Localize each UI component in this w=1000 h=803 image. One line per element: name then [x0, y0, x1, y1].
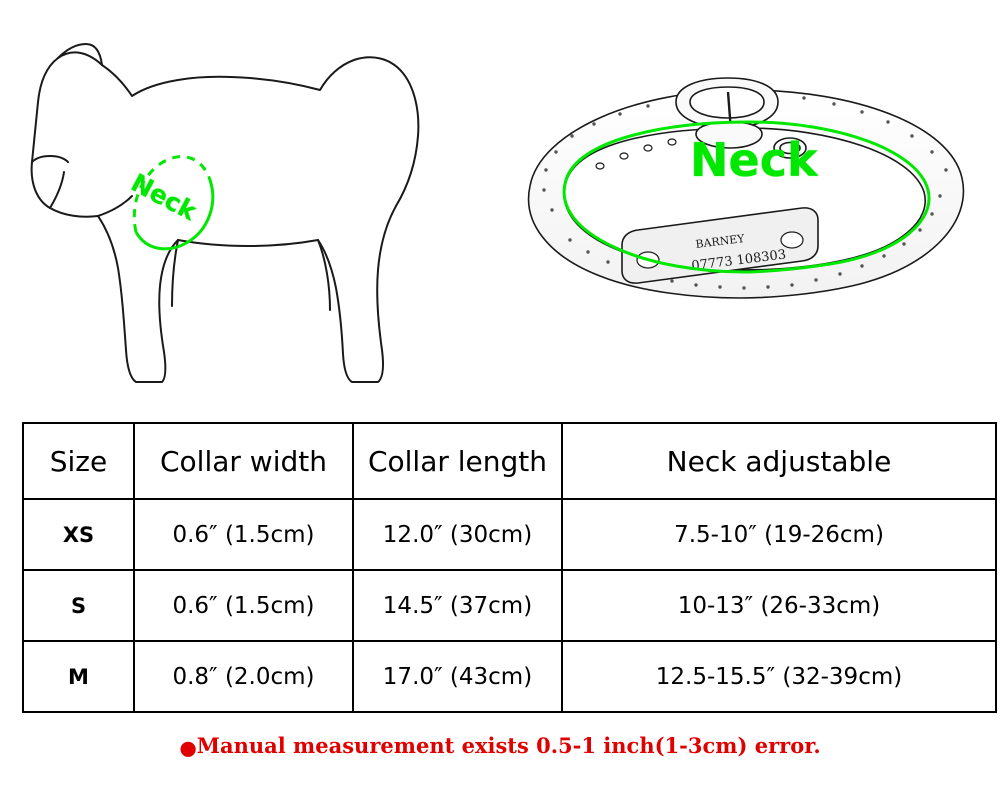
header-collar-length: Collar length [353, 423, 562, 499]
table-row [23, 641, 996, 712]
collar-tag-phone-text: 07773 108303 [690, 247, 787, 274]
dog-outline-illustration [10, 10, 480, 405]
cell-collar-length: 17.0″ (43cm) [353, 641, 562, 712]
cell-neck-adjustable: 10-13″ (26-33cm) [562, 570, 996, 641]
cell-size: S [23, 570, 134, 641]
cell-collar-length: 14.5″ (37cm) [353, 570, 562, 641]
dog-neck-label: Neck [126, 168, 202, 227]
header-collar-width: Collar width [134, 423, 353, 499]
cell-collar-width: 0.6″ (1.5cm) [134, 499, 353, 570]
cell-neck-adjustable: 12.5-15.5″ (32-39cm) [562, 641, 996, 712]
size-table [22, 422, 997, 713]
collar-neck-label: Neck [690, 133, 818, 187]
cell-collar-length: 12.0″ (30cm) [353, 499, 562, 570]
cell-collar-width: 0.8″ (2.0cm) [134, 641, 353, 712]
cell-size: XS [23, 499, 134, 570]
size-table-head [23, 423, 996, 499]
collar-tag-name-text: BARNEY [694, 232, 746, 251]
header-neck-adjustable: Neck adjustable [562, 423, 996, 499]
header-size: Size [23, 423, 134, 499]
size-table-body [23, 499, 996, 712]
table-row [23, 570, 996, 641]
bullet-icon: ● [179, 735, 197, 760]
table-row [23, 499, 996, 570]
cell-neck-adjustable: 7.5-10″ (19-26cm) [562, 499, 996, 570]
cell-size: M [23, 641, 134, 712]
disclaimer-text: Manual measurement exists 0.5-1 inch(1-3cm) error. [196, 733, 821, 758]
cell-collar-width: 0.6″ (1.5cm) [134, 570, 353, 641]
measurement-disclaimer [0, 733, 1000, 760]
collar-illustration [500, 70, 990, 340]
table-header-row [23, 423, 996, 499]
